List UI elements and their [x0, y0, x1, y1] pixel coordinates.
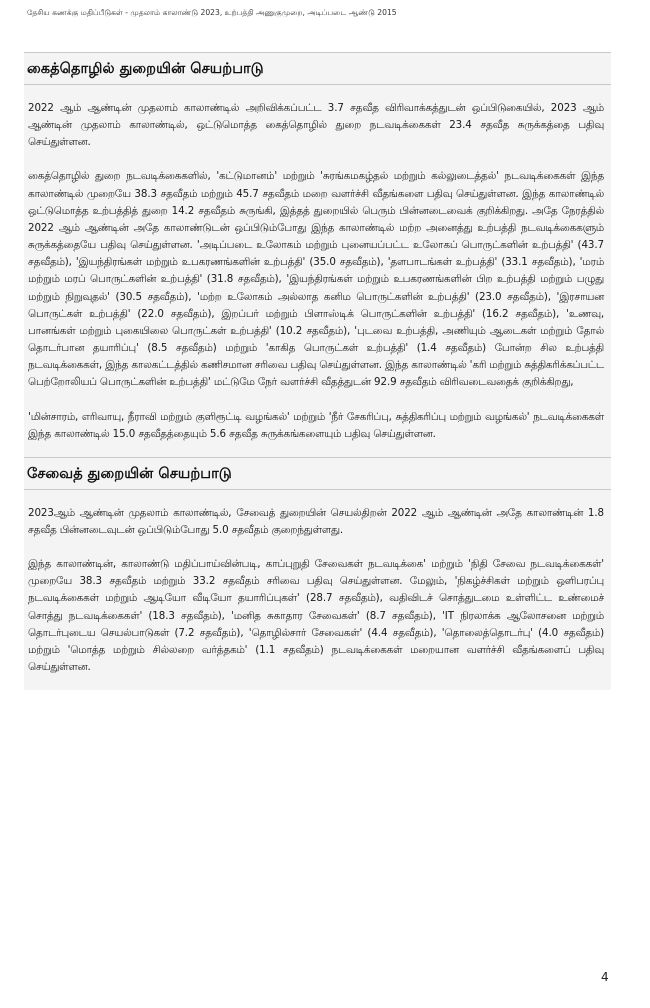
services-paragraph: இந்த காலாண்டின், காலாண்டு மதிப்பாய்வின்படி, காப்புறுதி சேவைகள் நடவடிக்கை' மற்றும் 'நிதி சேவை நடவடிக்கைகள்' முறையே 38.3 சதவீதம் மற்றும் 33.2 சதவீதம் சரிவை பதிவு செய்துள்ளன. மேலும், 'நிகழ்ச்சிகள் மற்றும் ஒளிபரப்பு நடவடிக்கைகள் மற்றும் ஆடியோ வீடியோ தயாரிப்புகள்' (28.7 சதவீதம்), வதிவிடச் சொத்துடமை உள்ளிட்ட உண்மைச் சொத்து நடவடிக்கைகள்' (18.3 சதவீதம்), 'மனித சுகாதார சேவைகள்' (8.7 சதவீதம்), 'IT நிரலாக்க ஆலோசனை மற்றும் தொடர்புடைய செயல்பாடுகள் (7.2 சதவீதம்), 'தொழில்சார் சேவைகள்' (4.4 சதவீதம்), 'தொலைத்தொடர்பு' (4.0 சதவீதம்) மற்றும் 'மொத்த மற்றும் சில்லறை வர்த்தகம்' (1.1 சதவீதம்) நடவடிக்கைகள் மறையான வளர்ச்சி வீதங்களைப் பதிவு செய்துள்ளன. — [28, 558, 604, 674]
industry-paragraph: 'மின்சாரம், எரிவாயு, நீராவி மற்றும் குளிரூட்டி வழங்கல்' மற்றும் 'நீர் சேகரிப்பு, சுத்திகரிப்பு மற்றும் வழங்கல்' நடவடிக்கைகள் இந்த காலாண்டில் 15.0 சதவீதத்தையும் 5.6 சதவீத சுருக்கங்களையும் பதிவு செய்துள்ளன. — [28, 410, 604, 440]
industry-paragraph: 2022 ஆம் ஆண்டின் முதலாம் காலாண்டில் அறிவிக்கப்பட்ட 3.7 சதவீத விரிவாக்கத்துடன் ஒப்பிடுகையில், 2023 ஆம் ஆண்டின் முதலாம் காலாண்டில், ஒட்டுமொத்த கைத்தொழில் துறை நடவடிக்கைகள் 23.4 சதவீத சுருக்கத்தை பதிவு செய்துள்ளன. — [28, 102, 604, 149]
section-heading-industry: கைத்தொழில் துறையின் செயற்பாடு — [24, 52, 611, 85]
services-paragraph: 2023ஆம் ஆண்டின் முதலாம் காலாண்டில், சேவைத் துறையின் செயல்திறன் 2022 ஆம் ஆண்டின் அதே காலாண்டின் 1.8 சதவீத பின்னடைவுடன் ஒப்பிடும்போது 5.0 சதவீதம் குறைந்துள்ளது. — [28, 506, 604, 536]
page-number: 4 — [601, 970, 609, 984]
industry-paragraph: கைத்தொழில் துறை நடவடிக்கைகளில், 'கட்டுமானம்' மற்றும் 'சுரங்கமகழ்தல் மற்றும் கல்லுடைத்தல்' நடவடிக்கைகள் இந்த காலாண்டில் முறையே 38.3 சதவீதம் மற்றும் 45.7 சதவீதம் மறை வளர்ச்சி வீதங்களை பதிவு செய்துள்ளன. இந்த காலாண்டில் ஒட்டுமொத்த உற்பத்தித் துறை 14.2 சதவீதம் சுருங்கி, இத்தத் துறையில் பெரும் பின்னடைவைக் குறிக்கிறது. அதே நேரத்தில் 2022 ஆம் ஆண்டின் அதே காலாண்டுடன் ஒப்பிடும்போது இந்த காலாண்டில் மற்ற அனைத்து உற்பத்தி நடவடிக்கைகளும் சுருக்கத்தையே பதிவு செய்துள்ளன. 'அடிப்படை உலோகம் மற்றும் புனையப்பட்ட உலோகப் பொருட்களின் உற்பத்தி' (43.7 சதவீதம்), 'இயந்திரங்கள் மற்றும் உபகரணங்களின் உற்பத்தி' (35.0 சதவீதம்), 'தளபாடங்கள் உற்பத்தி' (33.1 சதவீதம்), 'மரம் மற்றும் மரப் பொருட்களின் உற்பத்தி' (31.8 சதவீதம்), 'இயந்திரங்கள் மற்றும் உபகரணங்களின் பிற உற்பத்தி மற்றும் பழுது மற்றும் நிறுவுதல்' (30.5 சதவீதம்), 'மற்ற உலோகம் அல்லாத கனிம பொருட்களின் உற்பத்தி' (23.0 சதவீதம்), 'இரசாயன பொருட்கள் உற்பத்தி' (22.0 சதவீதம்), இறப்பர் மற்றும் பிளாஸ்டிக் பொருட்களின் உற்பத்தி' (16.2 சதவீதம்), 'உணவு, பானங்கள் மற்றும் புகையிலை பொருட்கள் உற்பத்தி' (10.2 சதவீதம்), 'புடவை உற்பத்தி, அணியும் ஆடைகள் மற்றும் தோல் தொடர்பான தயாரிப்பு' (8.5 சதவீதம்) மற்றும் 'காகித பொருட்கள் உற்பத்தி' (1.4 சதவீதம்) போன்ற சில உற்பத்தி நடவடிக்கைகள், இந்த காலகட்டத்தில் கணிசமான சரிவை பதிவு செய்துள்ளன. இந்த காலாண்டில் 'கரி மற்றும் சுத்திகரிக்கப்பட்ட பெற்றோலியப் பொருட்களின் உற்பத்தி' மட்டுமே நேர் வளர்ச்சி வீதத்துடன் 92.9 சதவீதம் விரிவடைவதைக் குறிக்கிறது, — [28, 170, 604, 389]
report-body — [24, 52, 611, 690]
section-heading-services: சேவைத் துறையின் செயற்பாடு — [24, 457, 611, 490]
running-header: தேசிய கணக்கு மதிப்பீடுகள் - முதலாம் காலாண்டு 2023, உற்பத்தி அணுகுமுறை, அடிப்படை ஆண்டு 2015 — [27, 8, 397, 17]
